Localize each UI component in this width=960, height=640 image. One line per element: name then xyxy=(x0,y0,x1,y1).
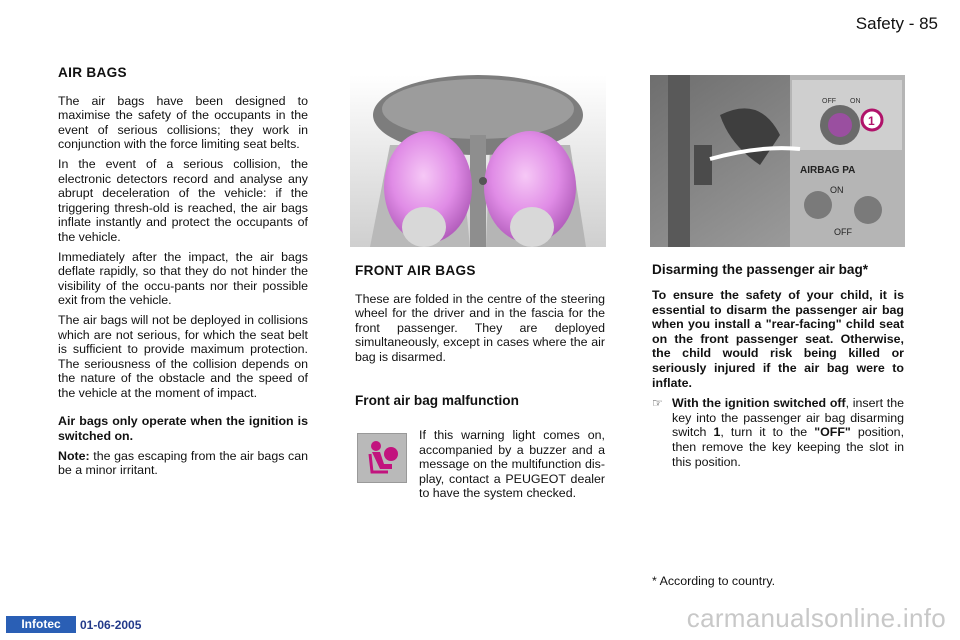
front-airbags-photo xyxy=(350,75,606,247)
off-position: "OFF" xyxy=(814,425,851,440)
watermark: carmanualsonline.info xyxy=(686,603,946,633)
disarming-switch-photo xyxy=(650,75,905,247)
mini-off-label: OFF xyxy=(822,98,836,105)
pointing-hand-icon: ☞ xyxy=(652,396,663,411)
footnote: * According to country. xyxy=(652,574,776,588)
front-air-bags-section xyxy=(355,264,605,414)
airbag-warning-light-icon xyxy=(357,433,407,483)
switch-number: 1 xyxy=(713,425,721,440)
air-bags-section xyxy=(58,66,308,483)
page-title: Safety - 85 xyxy=(855,14,938,33)
note-paragraph xyxy=(58,449,308,478)
footer-date: 01-06-2005 xyxy=(80,618,142,632)
airbag-panel-label: AIRBAG PA xyxy=(800,165,856,176)
airbags-illustration xyxy=(350,75,606,247)
section-heading: Disarming the passenger air bag* xyxy=(652,262,869,277)
note-text: the gas escaping from the air bags can be a minor irritant. xyxy=(58,448,308,478)
paragraph: The air bags have been designed to maximise the safety of the occupants in the event of serious collisions; they work in conjunction with the force limiting seat belts. xyxy=(58,93,308,152)
callout-number: 1 xyxy=(868,114,875,128)
paragraph: These are folded in the centre of the steering wheel for the driver and in the fascia for the front passenger. They are deployed simultaneously, except in cases where the air bag is disarmed. xyxy=(355,291,605,364)
warning-light-text: If this warning light comes on, accompanied by a buzzer and a message on the multifunction dis-play, contact a PEUGEOT dealer to have the system checked. xyxy=(419,428,605,501)
ignition-note: Air bags only operate when the ignition is switched on. xyxy=(58,414,308,444)
bullet-bold-text: With the ignition switched off xyxy=(672,396,846,411)
bullet-text: , insert the key into the passenger air bag disarming switch xyxy=(672,396,904,440)
mini-on-label: ON xyxy=(850,98,861,105)
bullet-text: position, then remove the key keeping the slot in this position. xyxy=(672,425,905,469)
note-label: Note: xyxy=(58,448,90,463)
malfunction-heading: Front air bag malfunction xyxy=(355,392,519,408)
off-label: OFF xyxy=(834,227,852,237)
on-label: ON xyxy=(830,185,844,195)
disarming-section xyxy=(652,262,904,469)
infotec-logo: Infotec xyxy=(6,616,76,633)
disarm-instruction xyxy=(652,396,904,469)
section-heading: FRONT AIR BAGS xyxy=(355,263,476,278)
child-seat-warning: To ensure the safety of your child, it is essential to disarm the passenger air bag when you install a "rear-facing" child seat on the front passenger seat. Otherwise, the child would risk being killed or seriously injured if the air bag were to inflate. xyxy=(652,288,904,390)
paragraph: The air bags will not be deployed in collisions which are not serious, for which the seat belt is sufficient to provide maximum protection. The seriousness of the collision depends on the nature of the obstacle and the speed of the vehicle at the moment of impact. xyxy=(58,312,308,400)
bullet-text: , turn it to the xyxy=(720,425,815,440)
switch-illustration xyxy=(650,75,905,247)
section-heading: AIR BAGS xyxy=(58,65,127,80)
paragraph: Immediately after the impact, the air bags deflate rapidly, so that they do not hinder the visibility of the occu-pants nor their possible exit from the vehicle. xyxy=(58,249,308,308)
paragraph: In the event of a serious collision, the electronic detectors record and analyse any abrupt deceleration of the vehicle: if the triggering thresh-old is reached, the air bags inflate instantly and protect the occupants of the vehicle. xyxy=(58,156,308,244)
